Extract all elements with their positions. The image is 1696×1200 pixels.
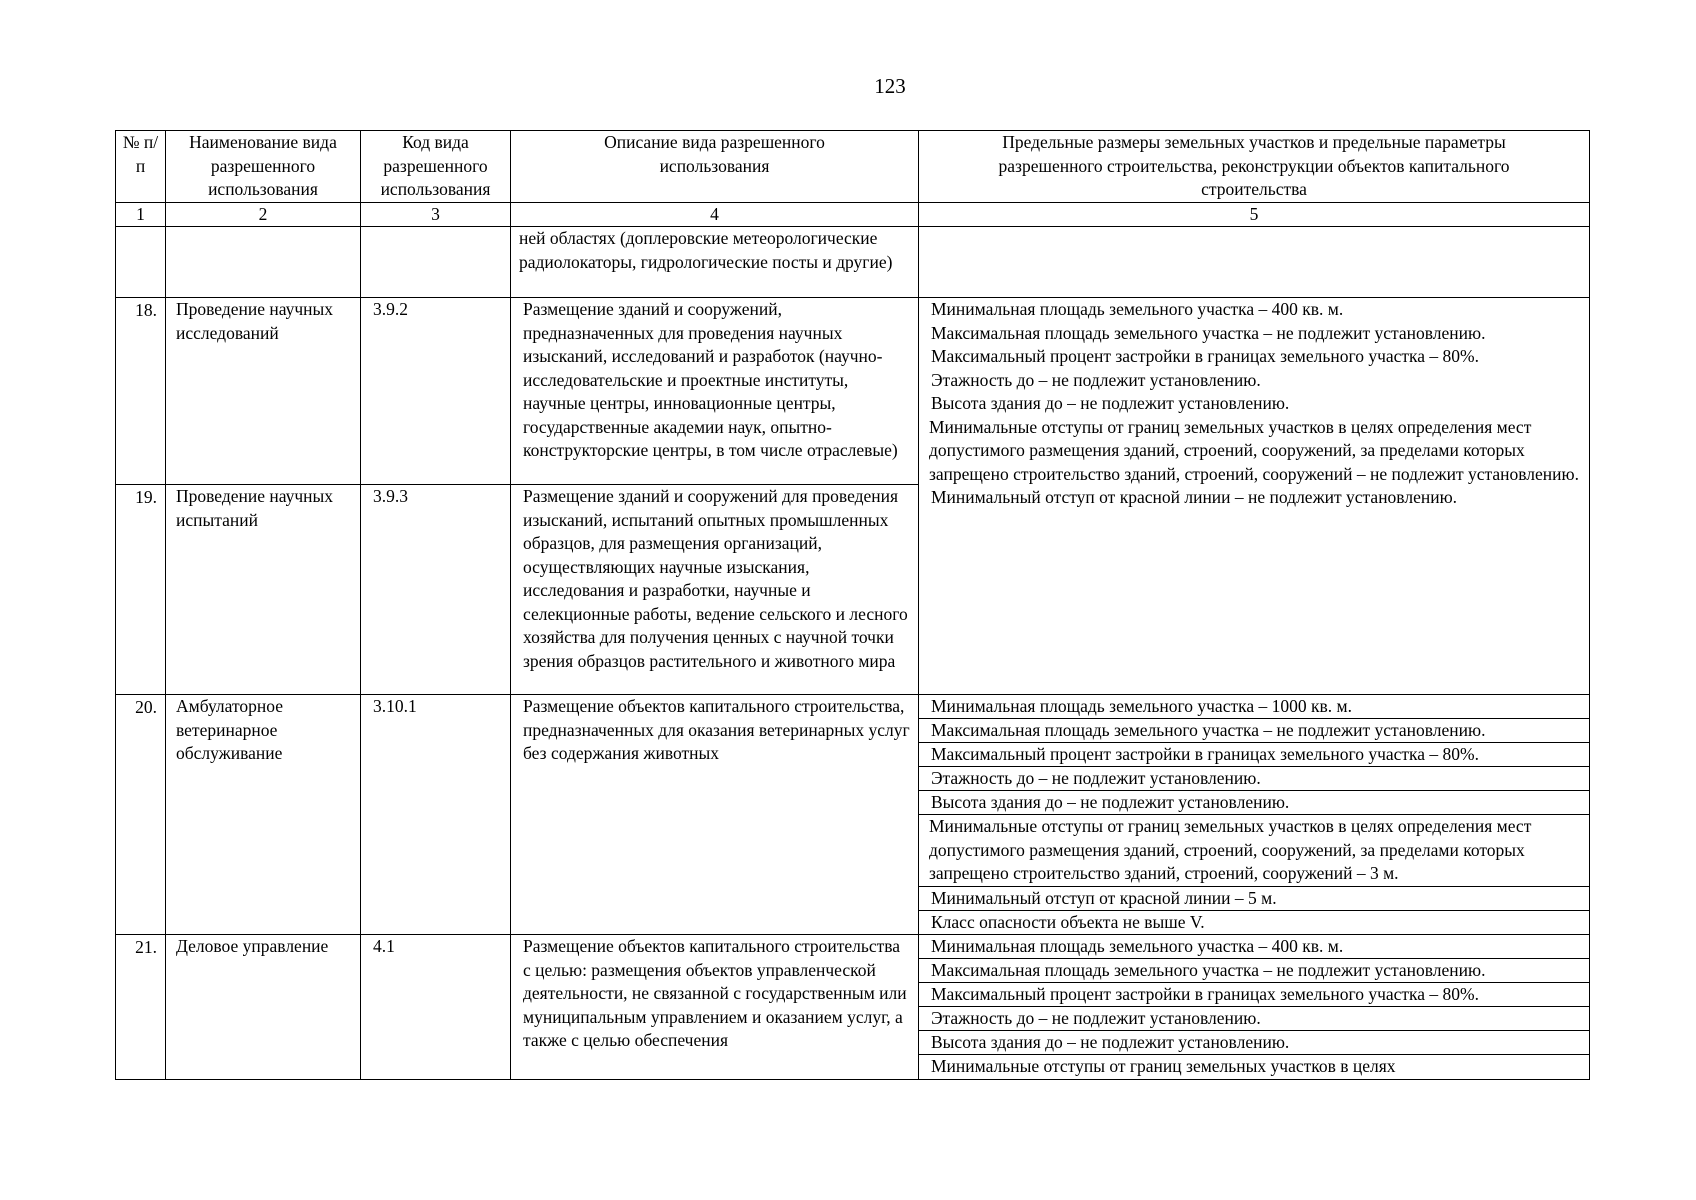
column-number: 4: [511, 202, 919, 227]
row-number: 21.: [116, 935, 166, 1080]
column-number: 1: [116, 202, 166, 227]
parameters-cell: [919, 695, 1590, 935]
row-number: 19.: [116, 485, 166, 695]
parameter-line: Максимальная площадь земельного участка – не подлежит установлению.: [931, 322, 1486, 343]
header-number: № п/п: [116, 131, 166, 203]
parameter-line: Минимальная площадь земельного участка – 400 кв. м.: [919, 935, 1589, 959]
use-description: Размещение зданий и сооружений, предназначенных для проведения научных изысканий, исследований и разработок (научно-исследовательские и проектные институты, научные центры, инновационные центры, государственные академии наук, опытно-конструкторские центры, в том числе отраслевые): [511, 298, 919, 485]
parameter-line: Минимальные отступы от границ земельных участков в целях: [931, 1056, 1396, 1076]
use-code: 4.1: [361, 935, 511, 1080]
use-description: Размещение объектов капитального строительства, предназначенных для оказания ветеринарных услуг без содержания животных: [511, 695, 919, 935]
column-number: 2: [166, 202, 361, 227]
parameter-line: Максимальная площадь земельного участка – не подлежит установлению.: [919, 959, 1589, 983]
use-name: Амбулаторное ветеринарное обслуживание: [166, 695, 361, 935]
use-name: Деловое управление: [166, 935, 361, 1080]
table-row: [116, 298, 1590, 485]
use-name: Проведение научных исследований: [166, 298, 361, 485]
parameter-line: Минимальная площадь земельного участка – 400 кв. м.: [931, 299, 1344, 319]
continuation-description: ней областях (доплеровские метеорологические радиолокаторы, гидрологические посты и другие): [511, 227, 919, 298]
parameter-line: Этажность до – не подлежит установлению.: [919, 767, 1589, 791]
row-number: 20.: [116, 695, 166, 935]
header-use-name: Наименование вида разрешенного использования: [166, 131, 361, 203]
parameters-cell: [919, 935, 1590, 1080]
table-row: [116, 935, 1590, 1080]
parameter-line: Высота здания до – не подлежит установлению.: [919, 1031, 1589, 1055]
parameter-line: Минимальный отступ от красной линии – не подлежит установлению.: [931, 487, 1458, 507]
use-code: 3.9.3: [361, 485, 511, 695]
parameter-line: Этажность до – не подлежит установлению.: [931, 369, 1261, 390]
continuation-row: [116, 227, 1590, 298]
permitted-use-table: [115, 130, 1590, 1080]
use-code: 3.9.2: [361, 298, 511, 485]
parameter-line: Максимальный процент застройки в границах земельного участка – 80%.: [919, 743, 1589, 767]
parameters-cell: [919, 298, 1590, 695]
header-parameters: Предельные размеры земельных участков и предельные параметры разрешенного строительства, реконструкции объектов капитального строительства: [919, 131, 1590, 203]
parameter-line: Минимальные отступы от границ земельных участков в целях определения мест допустимого размещения зданий, строений, сооружений, за пределами которых запрещено строительство зданий, строений, сооружений – не подлежит установлению.: [929, 416, 1579, 484]
parameter-line: Максимальная площадь земельного участка – не подлежит установлению.: [919, 719, 1589, 743]
column-number: 5: [919, 202, 1590, 227]
use-name: Проведение научных испытаний: [166, 485, 361, 695]
row-number: 18.: [116, 298, 166, 485]
parameter-line: Высота здания до – не подлежит установлению.: [919, 791, 1589, 815]
use-description: Размещение объектов капитального строительства с целью: размещения объектов управленческой деятельности, не связанной с государственным или муниципальным управлением и оказанием услуг, а также с целью обеспечения: [511, 935, 919, 1080]
parameter-line: Максимальный процент застройки в границах земельного участка – 80%.: [931, 346, 1480, 366]
page-number: 123: [874, 74, 906, 98]
column-number: 3: [361, 202, 511, 227]
parameter-line: Минимальный отступ от красной линии – 5 м.: [919, 887, 1589, 911]
use-code: 3.10.1: [361, 695, 511, 935]
parameter-line: Максимальный процент застройки в границах земельного участка – 80%.: [919, 983, 1589, 1007]
table-row: [116, 695, 1590, 935]
parameter-line: Этажность до – не подлежит установлению.: [919, 1007, 1589, 1031]
use-description: Размещение зданий и сооружений для проведения изысканий, испытаний опытных промышленных образцов, для размещения организаций, осуществляющих научные изыскания, исследования и разработки, научные и селекционные работы, ведение сельского и лесного хозяйства для получения ценных с научной точки зрения образцов растительного и животного мира: [511, 485, 919, 695]
parameter-line: Минимальная площадь земельного участка – 1000 кв. м.: [919, 695, 1589, 719]
parameter-line: Минимальные отступы от границ земельных участков в целях определения мест допустимого размещения зданий, строений, сооружений, за пределами которых запрещено строительство зданий, строений, сооружений – 3 м.: [919, 815, 1589, 887]
header-description: Описание вида разрешенного использования: [511, 131, 919, 203]
column-numbers-row: [116, 202, 1590, 227]
parameter-line: Класс опасности объекта не выше V.: [931, 911, 1205, 932]
table-header-row: [116, 131, 1590, 203]
parameter-line: Высота здания до – не подлежит установлению.: [931, 393, 1290, 413]
header-use-code: Код вида разрешенного использования: [361, 131, 511, 203]
